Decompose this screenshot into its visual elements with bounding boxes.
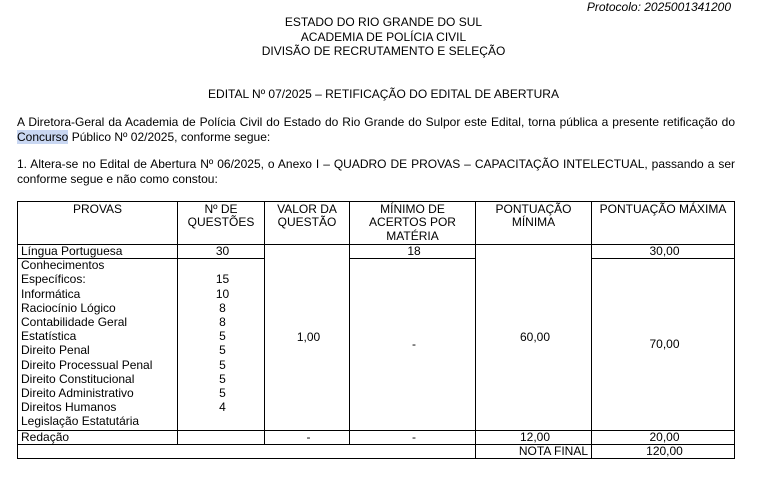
list-item: Específicos: — [21, 272, 86, 287]
list-item — [181, 259, 264, 273]
highlighted-word: Concurso — [17, 130, 69, 144]
cell-empty — [18, 444, 476, 458]
protocol-number: Protocolo: 2025001341200 — [586, 0, 731, 14]
header-state: ESTADO DO RIO GRANDE DO SUL — [284, 15, 483, 29]
cell-questoes — [178, 430, 265, 444]
list-item: Conhecimentos — [21, 258, 105, 273]
table-row — [18, 430, 735, 444]
header-academy: ACADEMIA DE POLÍCIA CIVIL — [300, 29, 467, 44]
header-minimo: MÍNIMO DE ACERTOS POR MATÉRIA — [350, 202, 476, 245]
list-item: 5 — [219, 385, 226, 400]
list-item: Informática — [21, 286, 81, 301]
list-item: Direito Processual Penal — [21, 357, 153, 372]
list-item: 4 — [219, 400, 226, 415]
header-pontuacao-minima: PONTUAÇÃO MÍNIMA — [476, 202, 592, 245]
list-item: 5 — [219, 371, 226, 386]
list-item: Contabilidade Geral — [21, 315, 128, 330]
exam-table — [17, 201, 735, 459]
cell-questoes: 30 — [178, 245, 265, 259]
cell-prova: Língua Portuguesa — [18, 245, 178, 259]
table-header-row — [18, 202, 735, 245]
header-pontuacao-maxima: PONTUAÇÃO MÁXIMA — [592, 202, 735, 245]
list-item: Estatística — [21, 329, 77, 344]
nota-final-value: 120,00 — [592, 444, 735, 458]
header-division: DIVISÃO DE RECRUTAMENTO E SELEÇÃO — [261, 44, 506, 58]
list-item — [181, 415, 264, 429]
list-item: 8 — [219, 315, 226, 330]
list-item: Raciocínio Lógico — [21, 300, 116, 315]
edital-title: EDITAL Nº 07/2025 – RETIFICAÇÃO DO EDITAL DE ABERTURA — [208, 87, 559, 101]
cell-pontuacao-minima: 60,00 — [476, 245, 592, 431]
list-item: 8 — [219, 300, 226, 315]
cell-minimo: - — [350, 430, 476, 444]
list-item: 10 — [215, 286, 230, 301]
list-item: 15 — [215, 272, 230, 287]
list-item: 5 — [219, 357, 226, 372]
header-valor: VALOR DA QUESTÃO — [265, 202, 350, 245]
cell-pontuacao-maxima: 30,00 — [592, 245, 735, 259]
cell-pontuacao-maxima: 20,00 — [592, 430, 735, 444]
intro-text-after: Público Nº 02/2025, conforme segue: — [68, 130, 271, 144]
cell-minimo: - — [350, 259, 476, 430]
cell-pontuacao-minima: 12,00 — [476, 430, 592, 444]
cell-materias-list — [18, 259, 178, 430]
list-item: Direito Penal — [21, 343, 90, 358]
cell-prova: Redação — [18, 430, 178, 444]
list-item: Legislação Estatutária — [21, 414, 140, 429]
header-provas: PROVAS — [18, 202, 178, 245]
list-item: Direito Constitucional — [21, 371, 135, 386]
cell-pontuacao-maxima: 70,00 — [592, 259, 735, 430]
cell-questoes-list — [178, 259, 265, 430]
nota-final-label: NOTA FINAL — [476, 444, 592, 458]
table-row — [18, 245, 735, 259]
list-item: 5 — [219, 343, 226, 358]
table-row — [18, 259, 735, 430]
list-item: Direitos Humanos — [21, 400, 117, 415]
table-row-total — [18, 444, 735, 458]
intro-paragraph — [17, 115, 735, 145]
document-header — [0, 15, 767, 59]
list-item: Direito Administrativo — [21, 385, 134, 400]
cell-valor-questao: 1,00 — [265, 245, 350, 431]
intro-text-before: A Diretora-Geral da Academia de Polícia Civil do Estado do Rio Grande do Sulpor este Edital, torna pública a presente retificação do — [17, 115, 735, 129]
list-item: 5 — [219, 329, 226, 344]
cell-valor-questao: - — [265, 430, 350, 444]
amendment-paragraph: 1. Altera-se no Edital de Abertura Nº 06/2025, o Anexo I – QUADRO DE PROVAS – CAPACITAÇÃO INTELECTUAL, passando a ser conforme segue e não como constou: — [17, 157, 735, 186]
cell-minimo: 18 — [350, 245, 476, 259]
header-questoes: Nº DE QUESTÕES — [178, 202, 265, 245]
